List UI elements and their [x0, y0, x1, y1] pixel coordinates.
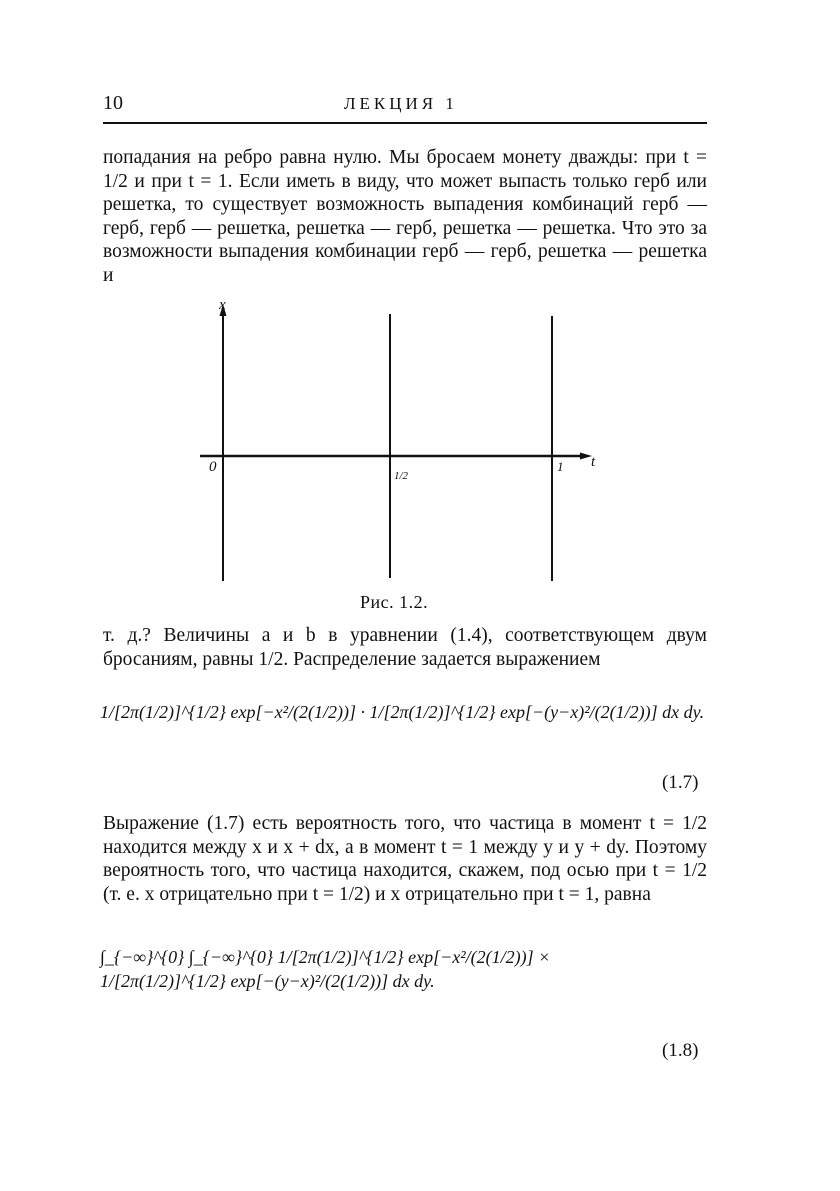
tick-half-label: 1/2	[394, 470, 409, 482]
paragraph-2-text: т. д.? Величины a и b в уравнении (1.4), соответствующем двум бросаниям, равны 1/2. Распределение задается выражением	[103, 625, 707, 670]
tick-one-label: 1	[557, 459, 564, 474]
paragraph-1	[103, 146, 707, 287]
origin-label: 0	[209, 459, 217, 475]
paragraph-2	[103, 624, 707, 671]
paragraph-1-text: попадания на ребро равна нулю. Мы бросаем монету дважды: при t = 1/2 и при t = 1. Если иметь в виду, что может выпасть только герб или решетка, то существует возможность выпадения комбинаций герб — герб, герб — решетка, решетка — герб, решетка — решетка. Что это за возможности выпадения комбинации герб — герб, решетка — решетка и	[103, 147, 707, 286]
paragraph-3-text: Выражение (1.7) есть вероятность того, что частица в момент t = 1/2 находится между x и x + dx, а в момент t = 1 между y и y + dy. Поэтому вероятность того, что частица находится, скажем, под осью при t = 1/2 (т. е. x отрицательно при t = 1/2) и x отрицательно при t = 1, равна	[103, 813, 707, 905]
equation-1-7: 1/[2π(1/2)]^{1/2} exp[−x²/(2(1/2))] · 1/[2π(1/2)]^{1/2} exp[−(y−x)²/(2(1/2))] dx dy.	[100, 702, 705, 722]
paragraph-3	[103, 812, 707, 906]
figure-1-2	[190, 296, 610, 586]
equation-1-7-number: (1.7)	[662, 772, 699, 793]
equation-1-8-number: (1.8)	[662, 1040, 699, 1061]
page-number: 10	[103, 92, 123, 114]
running-title: ЛЕКЦИЯ 1	[344, 94, 458, 113]
t-axis-label: t	[591, 454, 596, 470]
header-rule	[103, 122, 707, 124]
equation-1-8: ∫_{−∞}^{0} ∫_{−∞}^{0} 1/[2π(1/2)]^{1/2} exp[−x²/(2(1/2))] × 1/[2π(1/2)]^{1/2} exp[−(y−x)²/(2(1/2))] dx dy.	[100, 947, 551, 991]
figure-caption: Рис. 1.2.	[360, 592, 429, 612]
x-axis-label: x	[219, 297, 226, 313]
